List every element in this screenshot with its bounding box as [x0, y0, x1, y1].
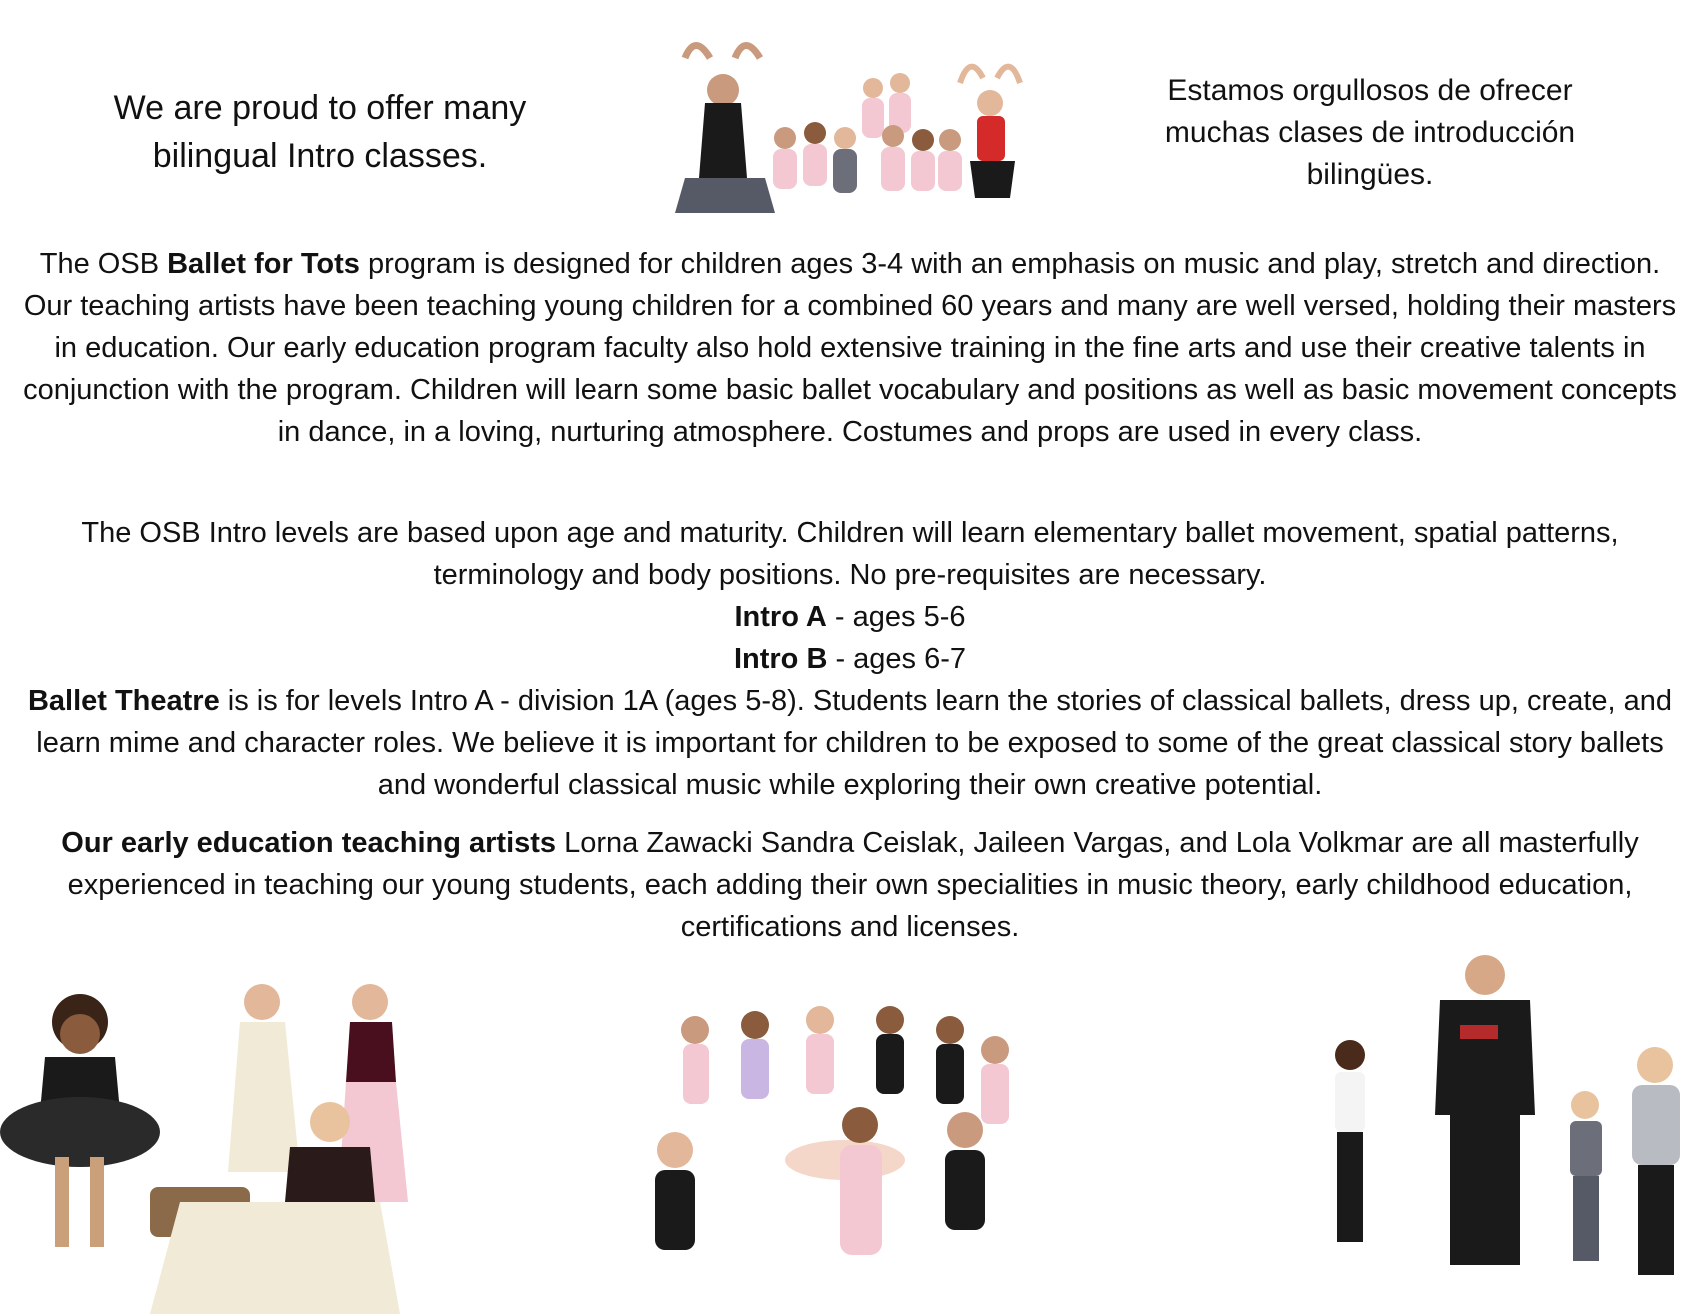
tots-body: program is designed for children ages 3-4 with an emphasis on music and play, stretch and direction. Our teaching artists have been teaching young children for a combined 60 years and many are well versed, holding their masters in education. Our early education program faculty also hold extensive training in the fine arts and use their creative talents in conjunction with the program. Children will learn some basic ballet vocabulary and positions as well as basic movement concepts in dance, in a loving, nurturing atmosphere. Costumes and props are used in every class. [23, 248, 1677, 448]
intro-b-ages: - ages 6-7 [827, 643, 967, 675]
intro-spanish [1110, 70, 1630, 196]
photo-costumed-girls [0, 972, 410, 1314]
intro-english-line-1: We are proud to offer many [113, 89, 527, 127]
paragraph-intro-levels [20, 512, 1680, 806]
artists-body: Lorna Zawacki Sandra Ceislak, Jaileen Vargas, and Lola Volkmar are all masterfully experienced in teaching our young students, each adding their own specialities in music theory, early childhood education, certifications and licenses. [67, 827, 1639, 943]
teacher-right-figure [960, 67, 1020, 198]
tots-group [773, 73, 962, 193]
intro-spanish-line-1: Estamos orgullosos de ofrecer [1167, 74, 1573, 107]
ballet-theatre-title: Ballet Theatre [27, 685, 220, 717]
student-right-figure [1632, 1047, 1680, 1275]
intro-levels-text: The OSB Intro levels are based upon age and maturity. Children will learn elementary ballet movement, spatial patterns, terminology and body positions. No pre-requisites are necessary. [81, 517, 1619, 591]
intro-b-label: Intro B [733, 643, 828, 675]
girl-cream-dress-figure [228, 984, 300, 1172]
teacher-hoodie-figure [1435, 955, 1535, 1265]
intro-a-ages: - ages 5-6 [826, 601, 966, 633]
intro-spanish-line-3: bilingües. [1306, 158, 1434, 191]
intro-spanish-line-2: muchas clases de introducción [1164, 116, 1576, 149]
ballet-theatre-body: is is for levels Intro A - division 1A (ages 5-8). Students learn the stories of classical ballets, dress up, create, and learn mime and character roles. We believe it is important for children to be exposed to some of the great classical story ballets and wonderful classical music while exploring their own creative potential. [36, 685, 1673, 801]
ballet-theatre-paragraph [20, 680, 1680, 806]
intro-english-line-2: bilingual Intro classes. [152, 137, 488, 175]
artists-title: Our early education teaching artists [61, 827, 557, 859]
stretch-circle-group [655, 1006, 1009, 1255]
girl-black-tutu-figure [0, 994, 160, 1247]
intro-b-line [20, 638, 1680, 680]
photo-tots-class [665, 28, 1040, 228]
teacher-left-figure [675, 46, 775, 214]
student-middle-figure [1570, 1091, 1602, 1261]
photo-teacher-students [1310, 945, 1700, 1305]
intro-a-label: Intro A [734, 601, 827, 633]
student-left-figure [1335, 1040, 1365, 1242]
paragraph-teaching-artists [20, 822, 1680, 948]
tots-title: Ballet for Tots [167, 248, 360, 280]
paragraph-ballet-for-tots [20, 243, 1680, 453]
intro-english [60, 84, 580, 180]
tots-lead: The OSB [39, 248, 168, 280]
photo-circle-stretch [595, 1000, 1095, 1302]
intro-a-line [20, 596, 1680, 638]
